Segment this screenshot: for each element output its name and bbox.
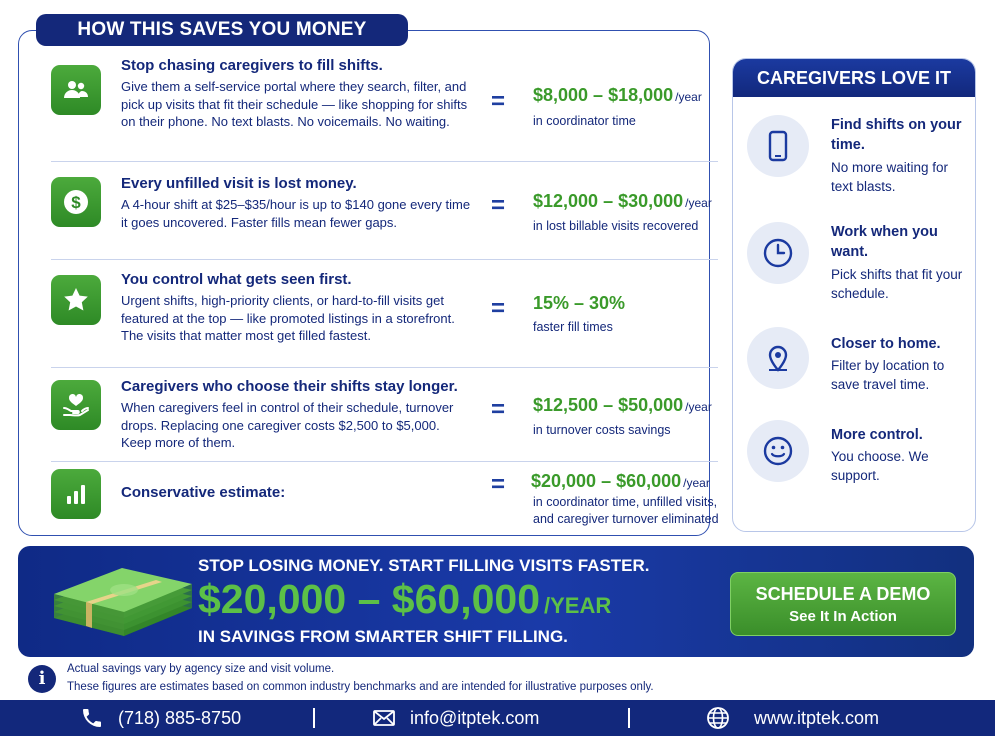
phone-handset-icon: [80, 706, 104, 730]
email-address: info@itptek.com: [410, 707, 540, 728]
row-divider: [51, 461, 718, 462]
footer-separator: [628, 708, 630, 728]
savings-amount: $12,000 – $30,000 /year: [533, 191, 712, 211]
smiley-icon: [747, 420, 809, 482]
star-icon: [51, 275, 101, 325]
savings-amount: $12,500 – $50,000 /year: [533, 395, 712, 415]
row-title: Conservative estimate:: [121, 484, 286, 501]
feature-title: Work when you want.: [831, 224, 938, 260]
footer-phone[interactable]: [80, 700, 241, 736]
savings-description: in coordinator time: [533, 114, 636, 128]
globe-icon: [706, 706, 730, 730]
savings-description: in lost billable visits recovered: [533, 219, 699, 233]
row-title: Every unfilled visit is lost money.: [121, 175, 357, 192]
savings-banner: [18, 546, 974, 657]
banner-subline: IN SAVINGS FROM SMARTER SHIFT FILLING.: [198, 627, 568, 646]
savings-amount: $20,000 – $60,000 /year: [531, 471, 710, 491]
caregivers-panel-title: CAREGIVERS LOVE IT: [733, 59, 975, 97]
heart-hand-icon: [51, 380, 101, 430]
bar-chart-icon: [51, 469, 101, 519]
schedule-demo-sublabel: See It In Action: [789, 608, 897, 625]
row-title: Caregivers who choose their shifts stay longer.: [121, 378, 458, 395]
row-description: A 4-hour shift at $25–$35/hour is up to $140 gone every time it goes uncovered. Faster fills mean fewer gaps.: [121, 197, 471, 230]
savings-amount: 15% – 30%: [533, 293, 626, 313]
people-icon: [51, 65, 101, 115]
clock-icon: [747, 222, 809, 284]
savings-panel: [18, 30, 719, 536]
feature-title: Find shifts on your time.: [831, 117, 962, 153]
row-title: You control what gets seen first.: [121, 271, 352, 288]
row-title: Stop chasing caregivers to fill shifts.: [121, 57, 383, 74]
equals-sign: =: [491, 192, 506, 219]
feature-description: You choose. We support.: [831, 449, 929, 483]
feature-description: Filter by location to save travel time.: [831, 358, 945, 392]
feature-description: No more waiting for text blasts.: [831, 160, 949, 194]
website-url: www.itptek.com: [754, 707, 880, 728]
row-description: Give them a self-service portal where they search, filter, and pick up visits that fit their schedule — like shopping for shifts on their phone. No text blasts. No voicemails. No waiting.: [121, 79, 468, 129]
banner-headline: STOP LOSING MONEY. START FILLING VISITS FASTER.: [198, 556, 650, 575]
schedule-demo-label: SCHEDULE A DEMO: [755, 584, 931, 604]
savings-amount: $8,000 – $18,000 /year: [533, 85, 702, 105]
footer-website[interactable]: [706, 700, 879, 736]
contact-footer: [0, 700, 995, 736]
phone-number: (718) 885-8750: [118, 707, 242, 728]
banner-savings-amount: $20,000 – $60,000 /YEAR: [198, 576, 612, 622]
equals-sign: =: [491, 396, 506, 423]
savings-description: in coordinator time, unfilled visits, and caregiver turnover eliminated: [533, 495, 719, 526]
feature-title: Closer to home.: [831, 336, 941, 352]
money-stack-icon: [46, 560, 196, 642]
feature-title: More control.: [831, 427, 923, 443]
caregivers-panel: [732, 58, 976, 532]
footer-email[interactable]: [372, 700, 539, 736]
row-description: Urgent shifts, high-priority clients, or hard-to-fill visits get featured at the top — like promoted listings in a storefront. The visits that matter most get filled fastest.: [121, 293, 455, 343]
location-pin-icon: [747, 327, 809, 389]
row-divider: [51, 161, 718, 162]
info-icon: i: [28, 665, 56, 693]
savings-section-title: HOW THIS SAVES YOU MONEY: [36, 14, 408, 46]
equals-sign: =: [491, 471, 506, 498]
disclaimer-line-2: These figures are estimates based on common industry benchmarks and are intended for illustrative purposes only.: [67, 681, 654, 693]
disclaimer-line-1: Actual savings vary by agency size and visit volume.: [67, 663, 335, 675]
envelope-icon: [372, 706, 396, 730]
dollar-icon: [51, 177, 101, 227]
feature-description: Pick shifts that fit your schedule.: [831, 267, 963, 301]
equals-sign: =: [491, 295, 506, 322]
svg-text:$: $: [71, 193, 81, 212]
equals-sign: =: [491, 88, 506, 115]
row-divider: [51, 259, 718, 260]
savings-description: faster fill times: [533, 320, 613, 334]
savings-description: in turnover costs savings: [533, 423, 671, 437]
phone-icon: [747, 115, 809, 177]
footer-separator: [313, 708, 315, 728]
row-divider: [51, 367, 718, 368]
schedule-demo-button[interactable]: [730, 572, 956, 636]
row-description: When caregivers feel in control of their schedule, turnover drops. Replacing one caregiver costs $2,500 to $5,000. Keep more of them.: [121, 400, 454, 450]
